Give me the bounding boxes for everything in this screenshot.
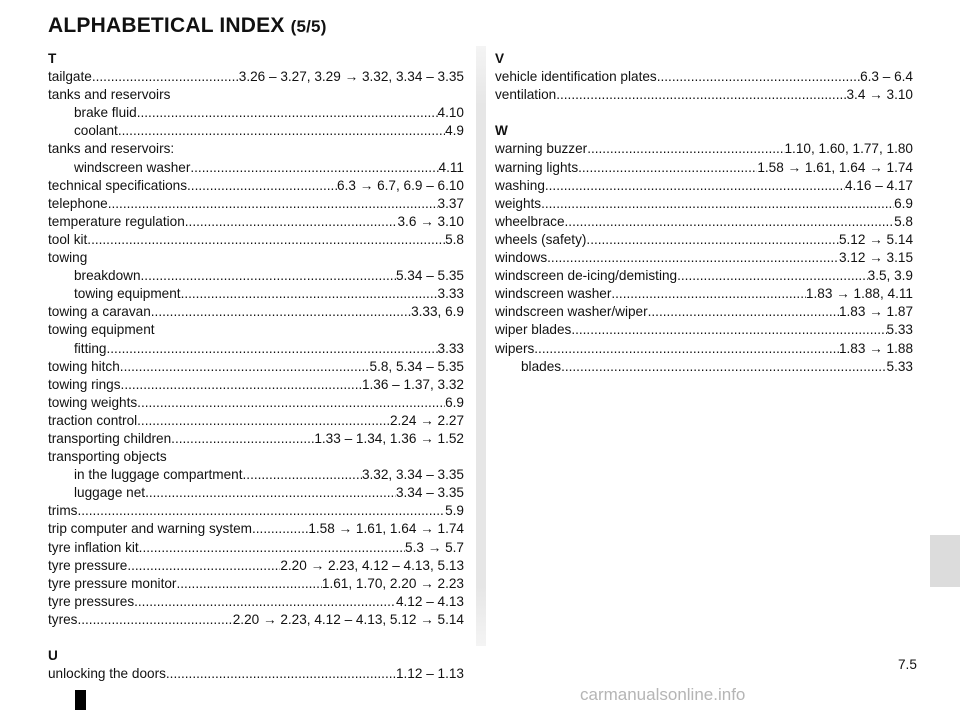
index-heading: towing (48, 250, 88, 266)
dot-leader (611, 285, 806, 303)
entry-term: traction control (48, 412, 138, 428)
index-entry (495, 231, 913, 249)
watermark: carmanualsonline.info (580, 685, 746, 704)
entry-page-refs: 6.9 (445, 394, 464, 410)
dot-leader (252, 520, 308, 538)
index-entry (48, 611, 464, 629)
entry-page-refs: 1.58 → 1.61, 1.64 → 1.74 (308, 521, 464, 537)
page-number: 7.5 (898, 657, 917, 672)
entry-page-refs: 6.3 – 6.4 (860, 69, 913, 85)
entry-term: windscreen washer/wiper (495, 304, 648, 320)
title-part-indicator: (5/5) (290, 17, 327, 36)
dot-leader (187, 177, 337, 195)
dot-leader (141, 267, 396, 285)
entry-term: towing a caravan (48, 304, 151, 320)
dot-leader (139, 539, 405, 557)
entry-term: towing weights (48, 394, 138, 410)
index-entry (48, 593, 464, 611)
index-entry (48, 303, 464, 321)
entry-term: transporting children (48, 430, 172, 446)
index-entry (495, 213, 913, 231)
entry-page-refs: 1.83 → 1.88 (838, 340, 913, 356)
index-entry (495, 303, 913, 321)
index-entry (495, 321, 913, 339)
entry-term: wipers (495, 340, 535, 356)
section-letter: V (495, 51, 505, 66)
entry-term: brake fluid (74, 105, 137, 121)
entry-page-refs: 5.33 (886, 358, 913, 374)
index-entry (495, 195, 913, 213)
index-entry (48, 231, 464, 249)
dot-leader (107, 340, 438, 358)
entry-page-refs: 5.12 → 5.14 (838, 231, 913, 247)
dot-leader (87, 231, 445, 249)
entry-page-refs: 1.83 → 1.88, 4.11 (805, 286, 913, 302)
dot-leader (108, 195, 438, 213)
entry-page-refs: 1.61, 1.70, 2.20 → 2.23 (321, 575, 464, 591)
index-entry (48, 376, 464, 394)
index-heading: transporting objects (48, 449, 167, 465)
entry-page-refs: 3.33, 6.9 (411, 304, 464, 320)
column-divider (476, 46, 486, 646)
dot-leader (534, 340, 839, 358)
index-subentry (48, 104, 464, 122)
entry-term: tool kit (48, 231, 88, 247)
entry-term: tyre pressures (48, 593, 135, 609)
entry-term: trip computer and warning system (48, 521, 252, 537)
entry-term: wiper blades (495, 322, 572, 338)
index-subentry (48, 159, 464, 177)
dot-leader (648, 303, 839, 321)
dot-leader (541, 195, 894, 213)
entry-page-refs: 3.34 – 3.35 (395, 485, 464, 501)
entry-page-refs: 3.4 → 3.10 (846, 87, 913, 103)
dot-leader (137, 394, 445, 412)
dot-leader (77, 611, 232, 629)
index-entry (48, 177, 464, 195)
entry-term: blades (521, 358, 562, 374)
section-letter: W (495, 123, 508, 139)
entry-page-refs: 5.3 → 5.7 (405, 539, 464, 555)
entry-page-refs: 3.12 → 3.15 (838, 250, 913, 266)
entry-term: tyre pressure monitor (48, 575, 177, 591)
entry-term: windscreen de-icing/demisting (495, 268, 678, 284)
dot-leader (571, 321, 886, 339)
entry-term: warning buzzer (495, 141, 588, 157)
index-entry (48, 575, 464, 593)
entry-term: vehicle identification plates (495, 69, 657, 85)
entry-page-refs: 5.8, 5.34 – 5.35 (369, 358, 464, 374)
entry-term: tailgate (48, 69, 92, 85)
section-letter: T (48, 51, 57, 66)
entry-page-refs: 3.33 (437, 340, 464, 356)
entry-page-refs: 5.9 (445, 503, 464, 519)
section-gap (495, 104, 913, 122)
index-entry (495, 340, 913, 358)
index-entry (495, 267, 913, 285)
entry-term: tyres (48, 611, 78, 627)
dot-leader (587, 140, 784, 158)
entry-term: fitting (74, 340, 107, 356)
index-heading: towing equipment (48, 322, 155, 338)
entry-term: weights (495, 195, 542, 211)
entry-page-refs: 6.9 (894, 195, 913, 211)
dot-leader (145, 484, 396, 502)
dot-leader (547, 249, 839, 267)
entry-page-refs: 3.26 – 3.27, 3.29 → 3.32, 3.34 – 3.35 (238, 69, 464, 85)
entry-term: towing equipment (74, 286, 181, 302)
index-entry (495, 159, 913, 177)
entry-term: windscreen washer (495, 286, 612, 302)
entry-page-refs: 4.16 – 4.17 (844, 177, 913, 193)
index-subentry (48, 466, 464, 484)
index-entry (495, 285, 913, 303)
entry-page-refs: 5.8 (894, 213, 913, 229)
index-subentry (48, 285, 464, 303)
dot-leader (545, 177, 845, 195)
dot-leader (137, 104, 438, 122)
entry-page-refs: 4.12 – 4.13 (395, 593, 464, 609)
dot-leader (561, 358, 886, 376)
entry-term: towing rings (48, 376, 121, 392)
dot-leader (171, 430, 314, 448)
entry-page-refs: 1.83 → 1.87 (838, 304, 913, 320)
entry-term: towing hitch (48, 358, 120, 374)
index-entry (48, 394, 464, 412)
index-entry (48, 520, 464, 538)
index-entry (48, 213, 464, 231)
entry-page-refs: 1.33 – 1.34, 1.36 → 1.52 (314, 430, 464, 446)
entry-page-refs: 4.11 (438, 159, 464, 175)
index-subentry (48, 122, 464, 140)
entry-page-refs: 1.36 – 1.37, 3.32 (361, 376, 464, 392)
entry-term: windscreen washer (74, 159, 191, 175)
entry-term: windows (495, 250, 548, 266)
index-heading: tanks and reservoirs (48, 87, 171, 103)
dot-leader (176, 575, 321, 593)
index-entry (48, 502, 464, 520)
entry-page-refs: 3.32, 3.34 – 3.35 (361, 467, 464, 483)
page-title (48, 14, 327, 38)
index-subentry (48, 267, 464, 285)
dot-leader (243, 466, 362, 484)
entry-term: tyre inflation kit (48, 539, 139, 555)
entry-term: coolant (74, 123, 118, 139)
entry-term: trims (48, 503, 78, 519)
entry-term: warning lights (495, 159, 579, 175)
entry-page-refs: 1.58 → 1.61, 1.64 → 1.74 (757, 159, 913, 175)
dot-leader (677, 267, 868, 285)
section-gap (48, 629, 464, 647)
dot-leader (121, 376, 362, 394)
title-text: ALPHABETICAL INDEX (48, 14, 285, 37)
entry-page-refs: 3.37 (437, 195, 464, 211)
index-entry (48, 539, 464, 557)
dot-leader (127, 557, 280, 575)
index-entry (48, 358, 464, 376)
entry-term: ventilation (495, 87, 557, 103)
index-heading: tanks and reservoirs: (48, 141, 175, 157)
index-entry (495, 140, 913, 158)
dot-leader (578, 159, 757, 177)
entry-term: unlocking the doors (48, 666, 166, 682)
dot-leader (190, 159, 438, 177)
dot-leader (565, 213, 895, 231)
entry-term: in the luggage compartment (74, 467, 243, 483)
entry-term: telephone (48, 195, 108, 211)
entry-page-refs: 5.34 – 5.35 (395, 268, 464, 284)
entry-term: wheels (safety) (495, 231, 587, 247)
index-entry (495, 86, 913, 104)
entry-page-refs: 5.33 (886, 322, 913, 338)
entry-page-refs: 2.20 → 2.23, 4.12 – 4.13, 5.13 (280, 557, 464, 573)
index-subentry (48, 484, 464, 502)
entry-term: tyre pressure (48, 557, 128, 573)
index-entry (48, 557, 464, 575)
index-column-right (495, 50, 913, 376)
entry-page-refs: 5.8 (445, 231, 464, 247)
entry-term: technical specifications (48, 177, 188, 193)
entry-page-refs: 3.33 (437, 286, 464, 302)
dot-leader (586, 231, 839, 249)
index-entry (495, 68, 913, 86)
entry-page-refs: 4.10 (437, 105, 464, 121)
index-entry (48, 430, 464, 448)
index-entry (48, 68, 464, 86)
entry-term: washing (495, 177, 545, 193)
index-entry (48, 665, 464, 683)
dot-leader (185, 213, 398, 231)
section-tab-marker (930, 535, 960, 587)
dot-leader (151, 303, 411, 321)
index-subentry (48, 340, 464, 358)
dot-leader (92, 68, 239, 86)
index-entry (48, 412, 464, 430)
entry-page-refs: 2.24 → 2.27 (389, 412, 464, 428)
dot-leader (181, 285, 438, 303)
dot-leader (556, 86, 846, 104)
index-entry (48, 195, 464, 213)
dot-leader (137, 412, 390, 430)
dot-leader (118, 122, 445, 140)
index-subentry (495, 358, 913, 376)
dot-leader (134, 593, 396, 611)
section-letter: U (48, 648, 58, 664)
index-entry (495, 249, 913, 267)
entry-term: luggage net (74, 485, 146, 501)
entry-page-refs: 2.20 → 2.23, 4.12 – 4.13, 5.12 → 5.14 (232, 611, 464, 627)
entry-page-refs: 6.3 → 6.7, 6.9 – 6.10 (337, 177, 464, 193)
entry-page-refs: 3.5, 3.9 (867, 268, 913, 284)
entry-page-refs: 1.10, 1.60, 1.77, 1.80 (784, 141, 913, 157)
dot-leader (120, 358, 370, 376)
entry-page-refs: 1.12 – 1.13 (395, 666, 464, 682)
entry-term: temperature regulation (48, 213, 185, 229)
index-column-left (48, 50, 464, 683)
dot-leader (166, 665, 396, 683)
entry-page-refs: 4.9 (445, 123, 464, 139)
entry-term: wheelbrace (495, 213, 565, 229)
print-crop-mark (75, 690, 86, 710)
dot-leader (657, 68, 860, 86)
index-entry (495, 177, 913, 195)
entry-term: breakdown (74, 268, 141, 284)
entry-page-refs: 3.6 → 3.10 (397, 213, 464, 229)
dot-leader (77, 502, 445, 520)
